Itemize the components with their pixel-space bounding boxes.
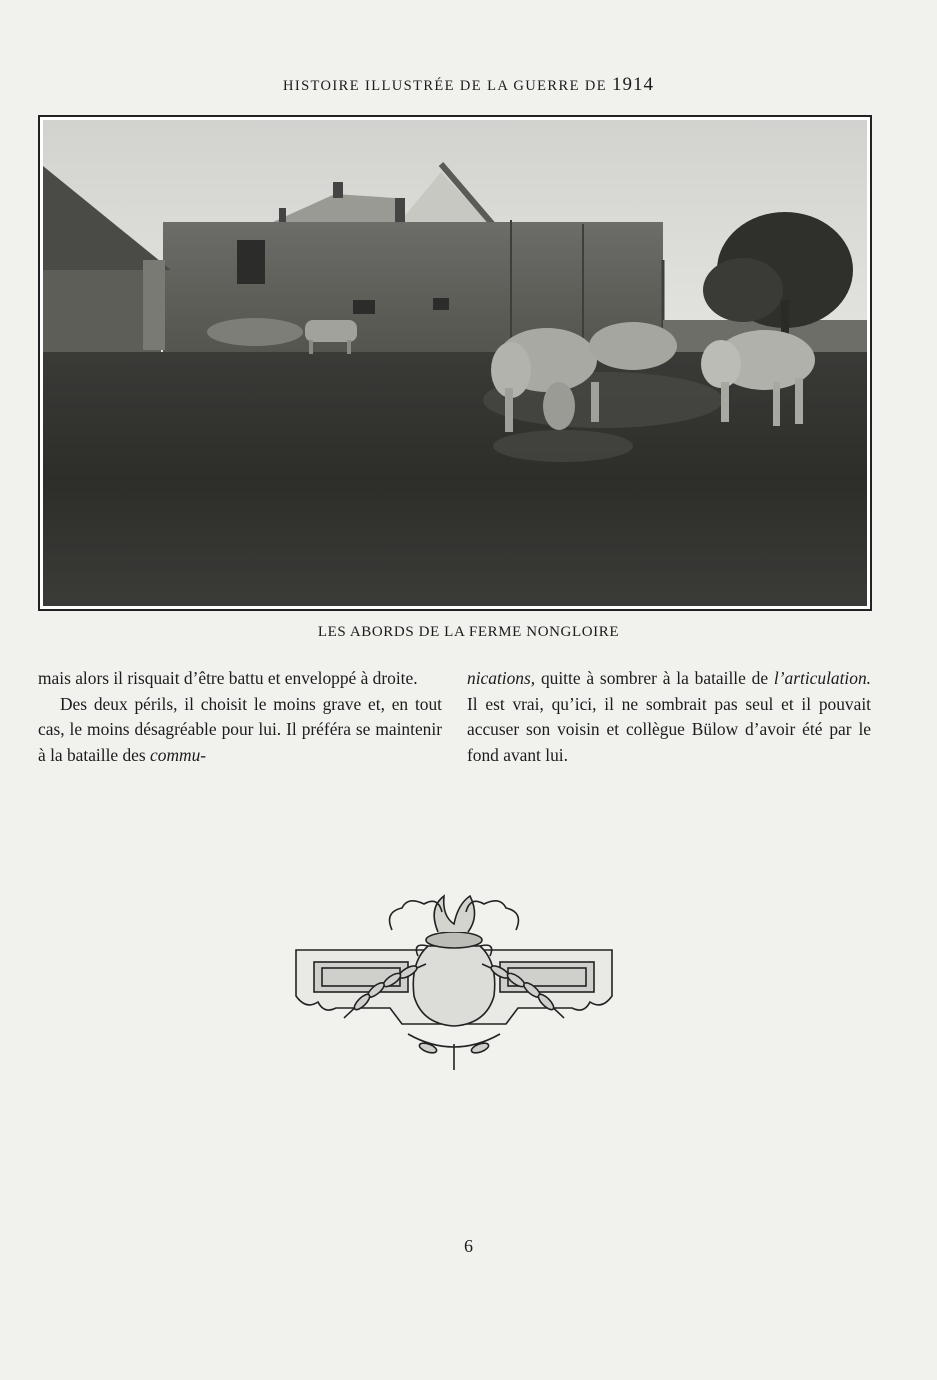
- paragraph: [38, 692, 442, 769]
- italic-text: commu-: [150, 744, 207, 765]
- paragraph: mais alors il risquait d’être battu et enveloppé à droite.: [38, 668, 418, 688]
- italic-text: nications,: [467, 668, 536, 688]
- photo-caption: LES ABORDS DE LA FERME NONGLOIRE: [317, 624, 620, 640]
- text-column-right: [467, 666, 871, 768]
- page-number: 6: [464, 1236, 473, 1256]
- paragraph-text: Des deux périls, il choisit le moins grave et, en tout cas, le moins désagréable pour lui. Il préféra se maintenir à la bataille des: [38, 693, 442, 765]
- running-title-year: 1914: [612, 74, 655, 95]
- farm-photograph: [38, 115, 872, 611]
- paragraph: [467, 666, 871, 768]
- farm-photo-image: [43, 120, 867, 606]
- italic-text: l’articulation.: [773, 668, 871, 688]
- tailpiece-ornament: [288, 884, 620, 1080]
- text-column-left: [38, 666, 442, 768]
- running-head: [0, 74, 937, 96]
- running-title: HISTOIRE ILLUSTRÉE DE LA GUERRE DE: [282, 78, 607, 94]
- paragraph-text: quitte à sombrer à la bataille de: [535, 668, 774, 688]
- paragraph-text: Il est vrai, qu’ici, il ne sombrait pas seul et il pouvait accuser son voisin et collègue Bülow d’avoir été par le fond avant lui.: [467, 693, 871, 765]
